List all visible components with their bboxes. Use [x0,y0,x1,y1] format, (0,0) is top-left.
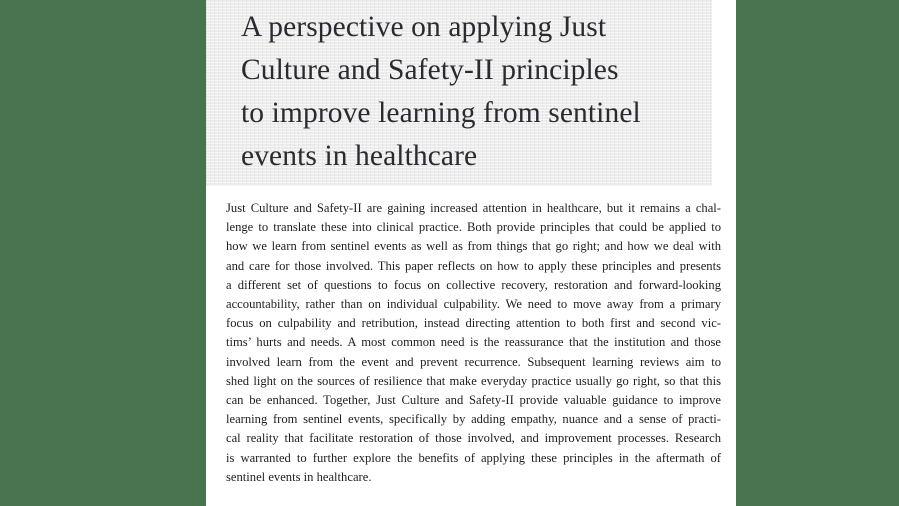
abstract-line: lenge to translate these into clinical practice. Both provide principles that could be applied to [226,220,721,235]
abstract-line: cal reality that facilitate restoration of those involved, and improvement processes. Research [226,431,721,446]
abstract-line: focus on culpability and retribution, instead directing attention to both first and second vic- [226,316,721,331]
abstract-line: a different set of questions to focus on collective recovery, restoration and forward-looking [226,277,721,292]
paper-title [241,6,711,178]
abstract-line: tims’ hurts and needs. A most common need is the reassurance that the institution and those [226,335,721,350]
abstract-line: and care for those involved. This paper reflects on how to apply these principles and presents [226,258,721,273]
abstract-line: learning from sentinel events, specifically by adding empathy, nuance and a sense of practi- [226,412,721,427]
abstract-line: Just Culture and Safety-II are gaining increased attention in healthcare, but it remains a chal- [226,201,721,215]
title-line: Culture and Safety-II principles [241,54,619,86]
abstract-line: involved learn from the event and prevent recurrence. Subsequent learning reviews aim to [226,354,721,369]
paper-page [206,0,736,506]
abstract-line: sentinel events in healthcare. [226,469,372,484]
abstract-line: accountability, rather than on individual culpability. We need to move away from a primary [226,297,721,312]
abstract-line: how we learn from sentinel events as well as from things that go right; and how we deal with [226,239,721,254]
abstract-line: shed light on the sources of resilience that make everyday practice usually go right, so that this [226,373,721,388]
abstract-line: is warranted to further explore the benefits of applying these principles in the aftermath of [226,450,721,465]
title-line: to improve learning from sentinel [241,97,641,129]
abstract-paragraph [226,199,721,487]
abstract-line: can be enhanced. Together, Just Culture and Safety-II provide valuable guidance to improve [226,393,721,408]
title-line: events in healthcare [241,140,478,172]
title-line: A perspective on applying Just [241,11,607,43]
title-block [206,0,712,186]
